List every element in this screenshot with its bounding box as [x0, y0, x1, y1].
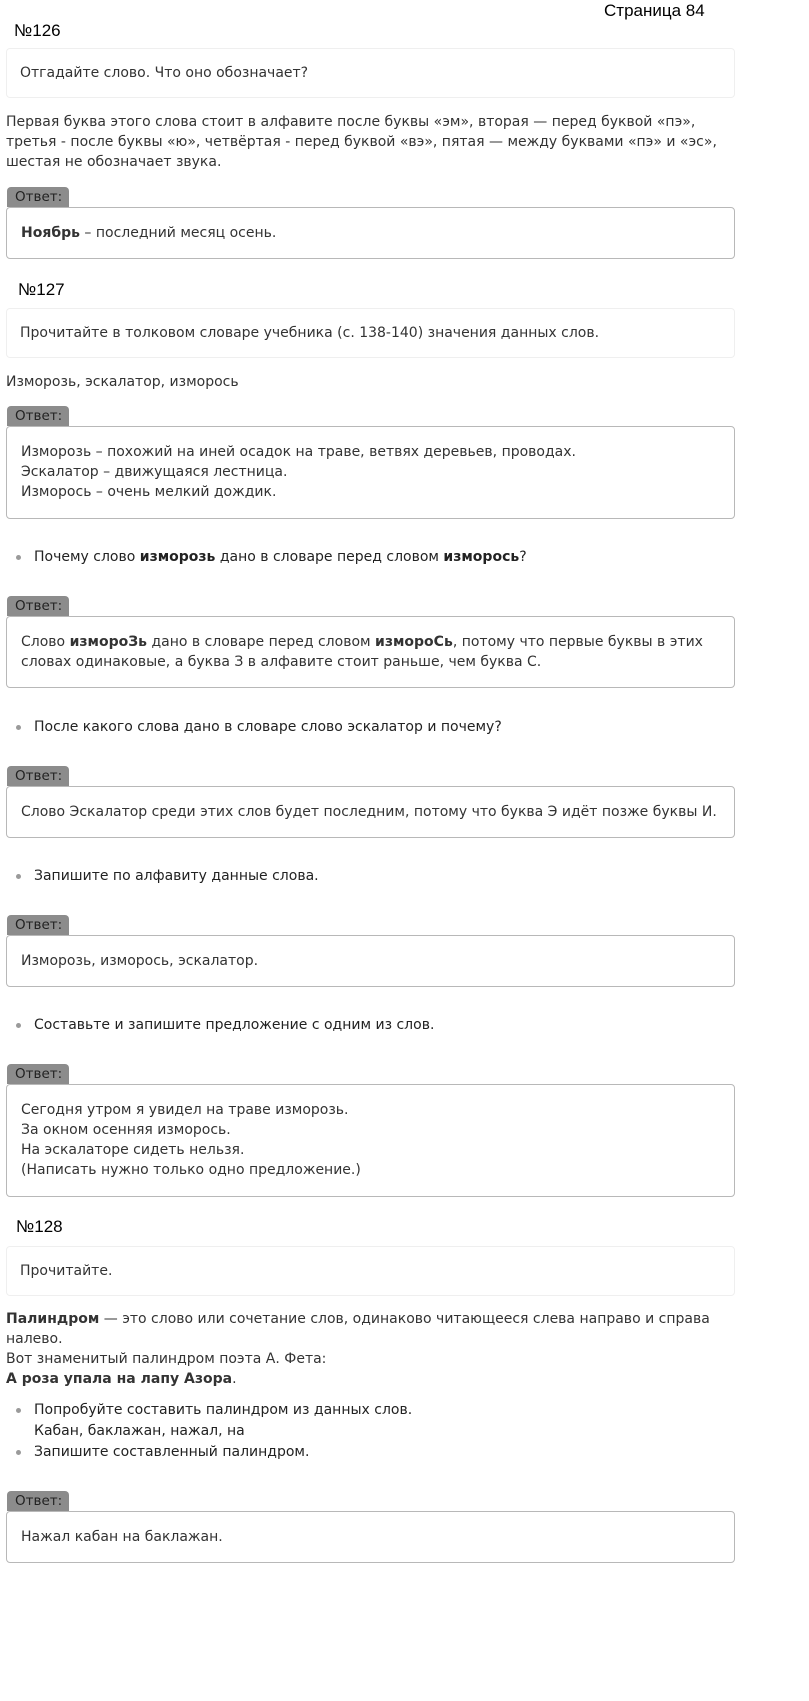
term-bold: Палиндром	[6, 1311, 100, 1327]
answer-tab: Ответ:	[7, 406, 69, 426]
question-bullet-2: Почему слово изморозь дано в словаре перед словом изморось?	[16, 547, 736, 568]
task-question-127	[6, 308, 735, 358]
task-question-128	[6, 1246, 735, 1296]
answer-text: Изморозь, изморось, эскалатор.	[21, 953, 259, 969]
task-number-128: №128	[16, 1217, 63, 1236]
answer-line: Изморось – очень мелкий дождик.	[21, 484, 277, 500]
words-list: Кабан, баклажан, нажал, на	[34, 1423, 245, 1439]
answer-box-127-5	[6, 1084, 735, 1197]
answer-tab: Ответ:	[7, 915, 69, 935]
answer-text: Нажал кабан на баклажан.	[21, 1529, 223, 1545]
task-number-126: №126	[14, 21, 61, 40]
question-bullets-128: Попробуйте составить палиндром из данных слов. Кабан, баклажан, нажал, на Запишите составленный палиндром.	[16, 1400, 736, 1463]
question-bullet-4: Запишите по алфавиту данные слова.	[16, 866, 736, 887]
answer-tab: Ответ:	[7, 187, 69, 207]
question-text: Прочитайте.	[20, 1263, 113, 1279]
answer-box-127-4	[6, 935, 735, 987]
answer-line: (Написать нужно только одно предложение.)	[21, 1162, 361, 1178]
answer-tab: Ответ:	[7, 1491, 69, 1511]
answer-bold: Ноябрь	[21, 225, 80, 241]
answer-box-128	[6, 1511, 735, 1563]
bullet-dot-icon	[16, 555, 21, 560]
answer-box-127-1	[6, 426, 735, 519]
bold-word: изморось	[443, 549, 520, 565]
answer-tab: Ответ:	[7, 1064, 69, 1084]
bullet-dot-icon	[16, 725, 21, 730]
bullet-dot-icon	[16, 1450, 21, 1455]
answer-line: Эскалатор – движущаяся лестница.	[21, 464, 288, 480]
question-bullet-5: Составьте и запишите предложение с одним из слов.	[16, 1015, 736, 1036]
answer-tab: Ответ:	[7, 596, 69, 616]
answer-line: На эскалаторе сидеть нельзя.	[21, 1142, 245, 1158]
bold-word: измороСь	[375, 634, 453, 650]
answer-tab: Ответ:	[7, 766, 69, 786]
bullet-dot-icon	[16, 1023, 21, 1028]
palindrome-example: А роза упала на лапу Азора	[6, 1371, 233, 1387]
task-question-126	[6, 48, 735, 98]
answer-text: – последний месяц осень.	[79, 225, 277, 241]
question-text: Отгадайте слово. Что оно обозначает?	[20, 65, 309, 81]
bold-word: изморозь	[139, 549, 216, 565]
question-text: Прочитайте в толковом словаре учебника (с. 138-140) значения данных слов.	[20, 325, 600, 341]
bullet-dot-icon	[16, 1408, 21, 1413]
question-bullet-3: После какого слова дано в словаре слово эскалатор и почему?	[16, 717, 736, 738]
answer-text: Слово Эскалатор среди этих слов будет последним, потому что буква Э идёт позже буквы И.	[21, 804, 717, 820]
answer-line: За окном осенняя изморось.	[21, 1122, 231, 1138]
bullet-dot-icon	[16, 874, 21, 879]
bold-word: измороЗь	[69, 634, 148, 650]
answer-box-126	[6, 207, 735, 259]
riddle-text: Первая буква этого слова стоит в алфавите после буквы «эм», вторая — перед буквой «пэ», третья - после буквы «ю», четвёртая - перед буквой «вэ», пятая — между буквами «пэ» и «эс», шестая не обозначает звука.	[6, 114, 717, 170]
answer-line: Изморозь – похожий на иней осадок на траве, ветвях деревьев, проводах.	[21, 444, 576, 460]
page-number: Страница 84	[604, 1, 705, 20]
answer-box-127-3	[6, 786, 735, 838]
words-list: Изморозь, эскалатор, изморось	[6, 374, 239, 390]
answer-box-127-2: Слово измороЗь дано в словаре перед словом измороСь, потому что первые буквы в этих словах одинаковые, а буква З в алфавите стоит раньше, чем буква С.	[6, 616, 735, 688]
answer-line: Сегодня утром я увидел на траве изморозь.	[21, 1102, 349, 1118]
palindrome-definition: Палиндром — это слово или сочетание слов, одинаково читающееся слева направо и справа налево. Вот знаменитый палиндром поэта А. Фета: А роза упала на лапу Азора.	[6, 1311, 710, 1387]
task-number-127: №127	[18, 280, 65, 299]
